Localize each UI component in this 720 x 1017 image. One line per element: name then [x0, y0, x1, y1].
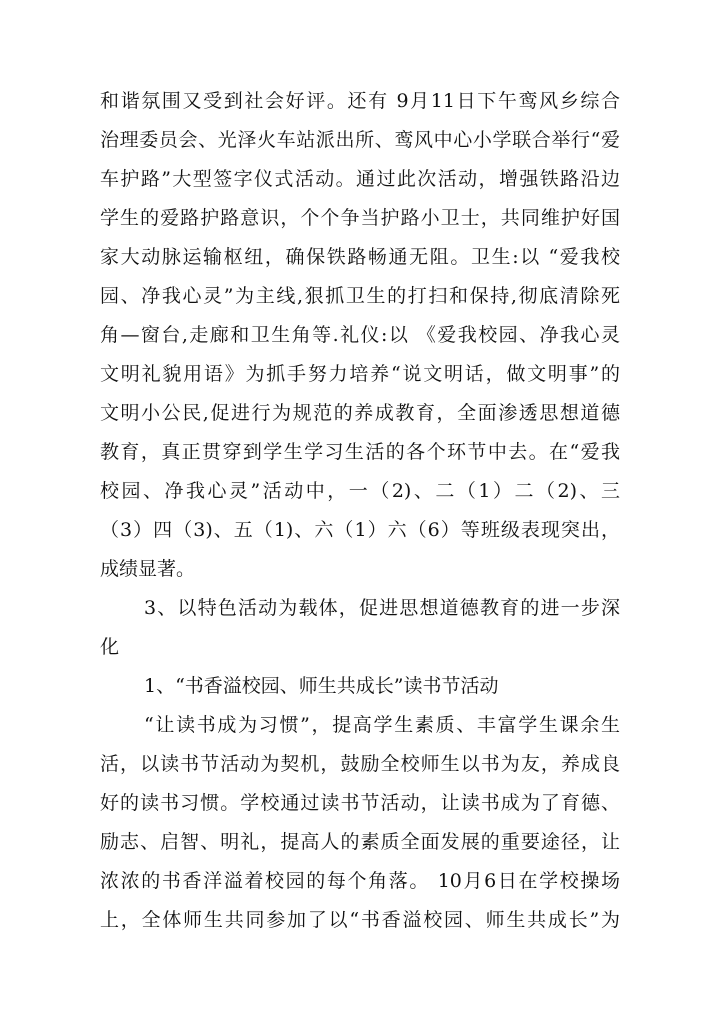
text-line: 好的读书习惯。学校通过读书节活动，让读书成为了育德、: [100, 792, 620, 814]
text-line: 浓浓的书香洋溢着校园的每个角落。 10月6日在学校操场: [100, 870, 620, 892]
text-line: （3）四（3)、五（1)、六（1）六（6）等班级表现突出，: [100, 519, 620, 541]
text-line: 活，以读书节活动为契机，鼓励全校师生以书为友，养成良: [100, 753, 620, 775]
text-line: 文明小公民,促进行为规范的养成教育，全面渗透思想道德: [100, 402, 620, 424]
section-heading-continued: 化: [100, 636, 120, 658]
text-line: “让读书成为习惯”，提高学生素质、丰富学生课余生: [144, 714, 620, 736]
text-line: 成绩显著。: [100, 558, 196, 580]
text-line: 教育，真正贯穿到学生学习生活的各个环节中去。在“爱我: [100, 441, 620, 463]
text-line: 励志、启智、明礼，提高人的素质全面发展的重要途径，让: [100, 831, 620, 853]
text-line: 治理委员会、光泽火车站派出所、鸾风中心小学联合举行“爱: [100, 129, 620, 151]
text-line: 园、净我心灵”为主线,狠抓卫生的打扫和保持,彻底清除死: [100, 285, 620, 307]
subsection-heading: 1、“书香溢校园、师生共成长”读书节活动: [144, 675, 499, 697]
text-line: 校园、净我心灵”活动中，一（2)、二（1）二（2)、三: [100, 480, 620, 502]
text-line: 家大动脉运输枢纽，确保铁路畅通无阻。卫生:以 “爱我校: [100, 246, 620, 268]
text-line: 角—窗台,走廊和卫生角等.礼仪:以 《爱我校园、净我心灵: [100, 324, 620, 346]
text-line: 和谐氛围又受到社会好评。还有 9月11日下午鸾风乡综合: [100, 90, 620, 112]
text-line: 文明礼貌用语》为抓手努力培养“说文明话，做文明事”的: [100, 363, 620, 385]
text-line: 车护路”大型签字仪式活动。通过此次活动，增强铁路沿边: [100, 168, 620, 190]
text-line: 上，全体师生共同参加了以“书香溢校园、师生共成长”为: [100, 909, 620, 931]
text-line: 学生的爱路护路意识，个个争当护路小卫士，共同维护好国: [100, 207, 620, 229]
section-heading: 3、以特色活动为载体，促进思想道德教育的进一步深: [144, 597, 620, 619]
